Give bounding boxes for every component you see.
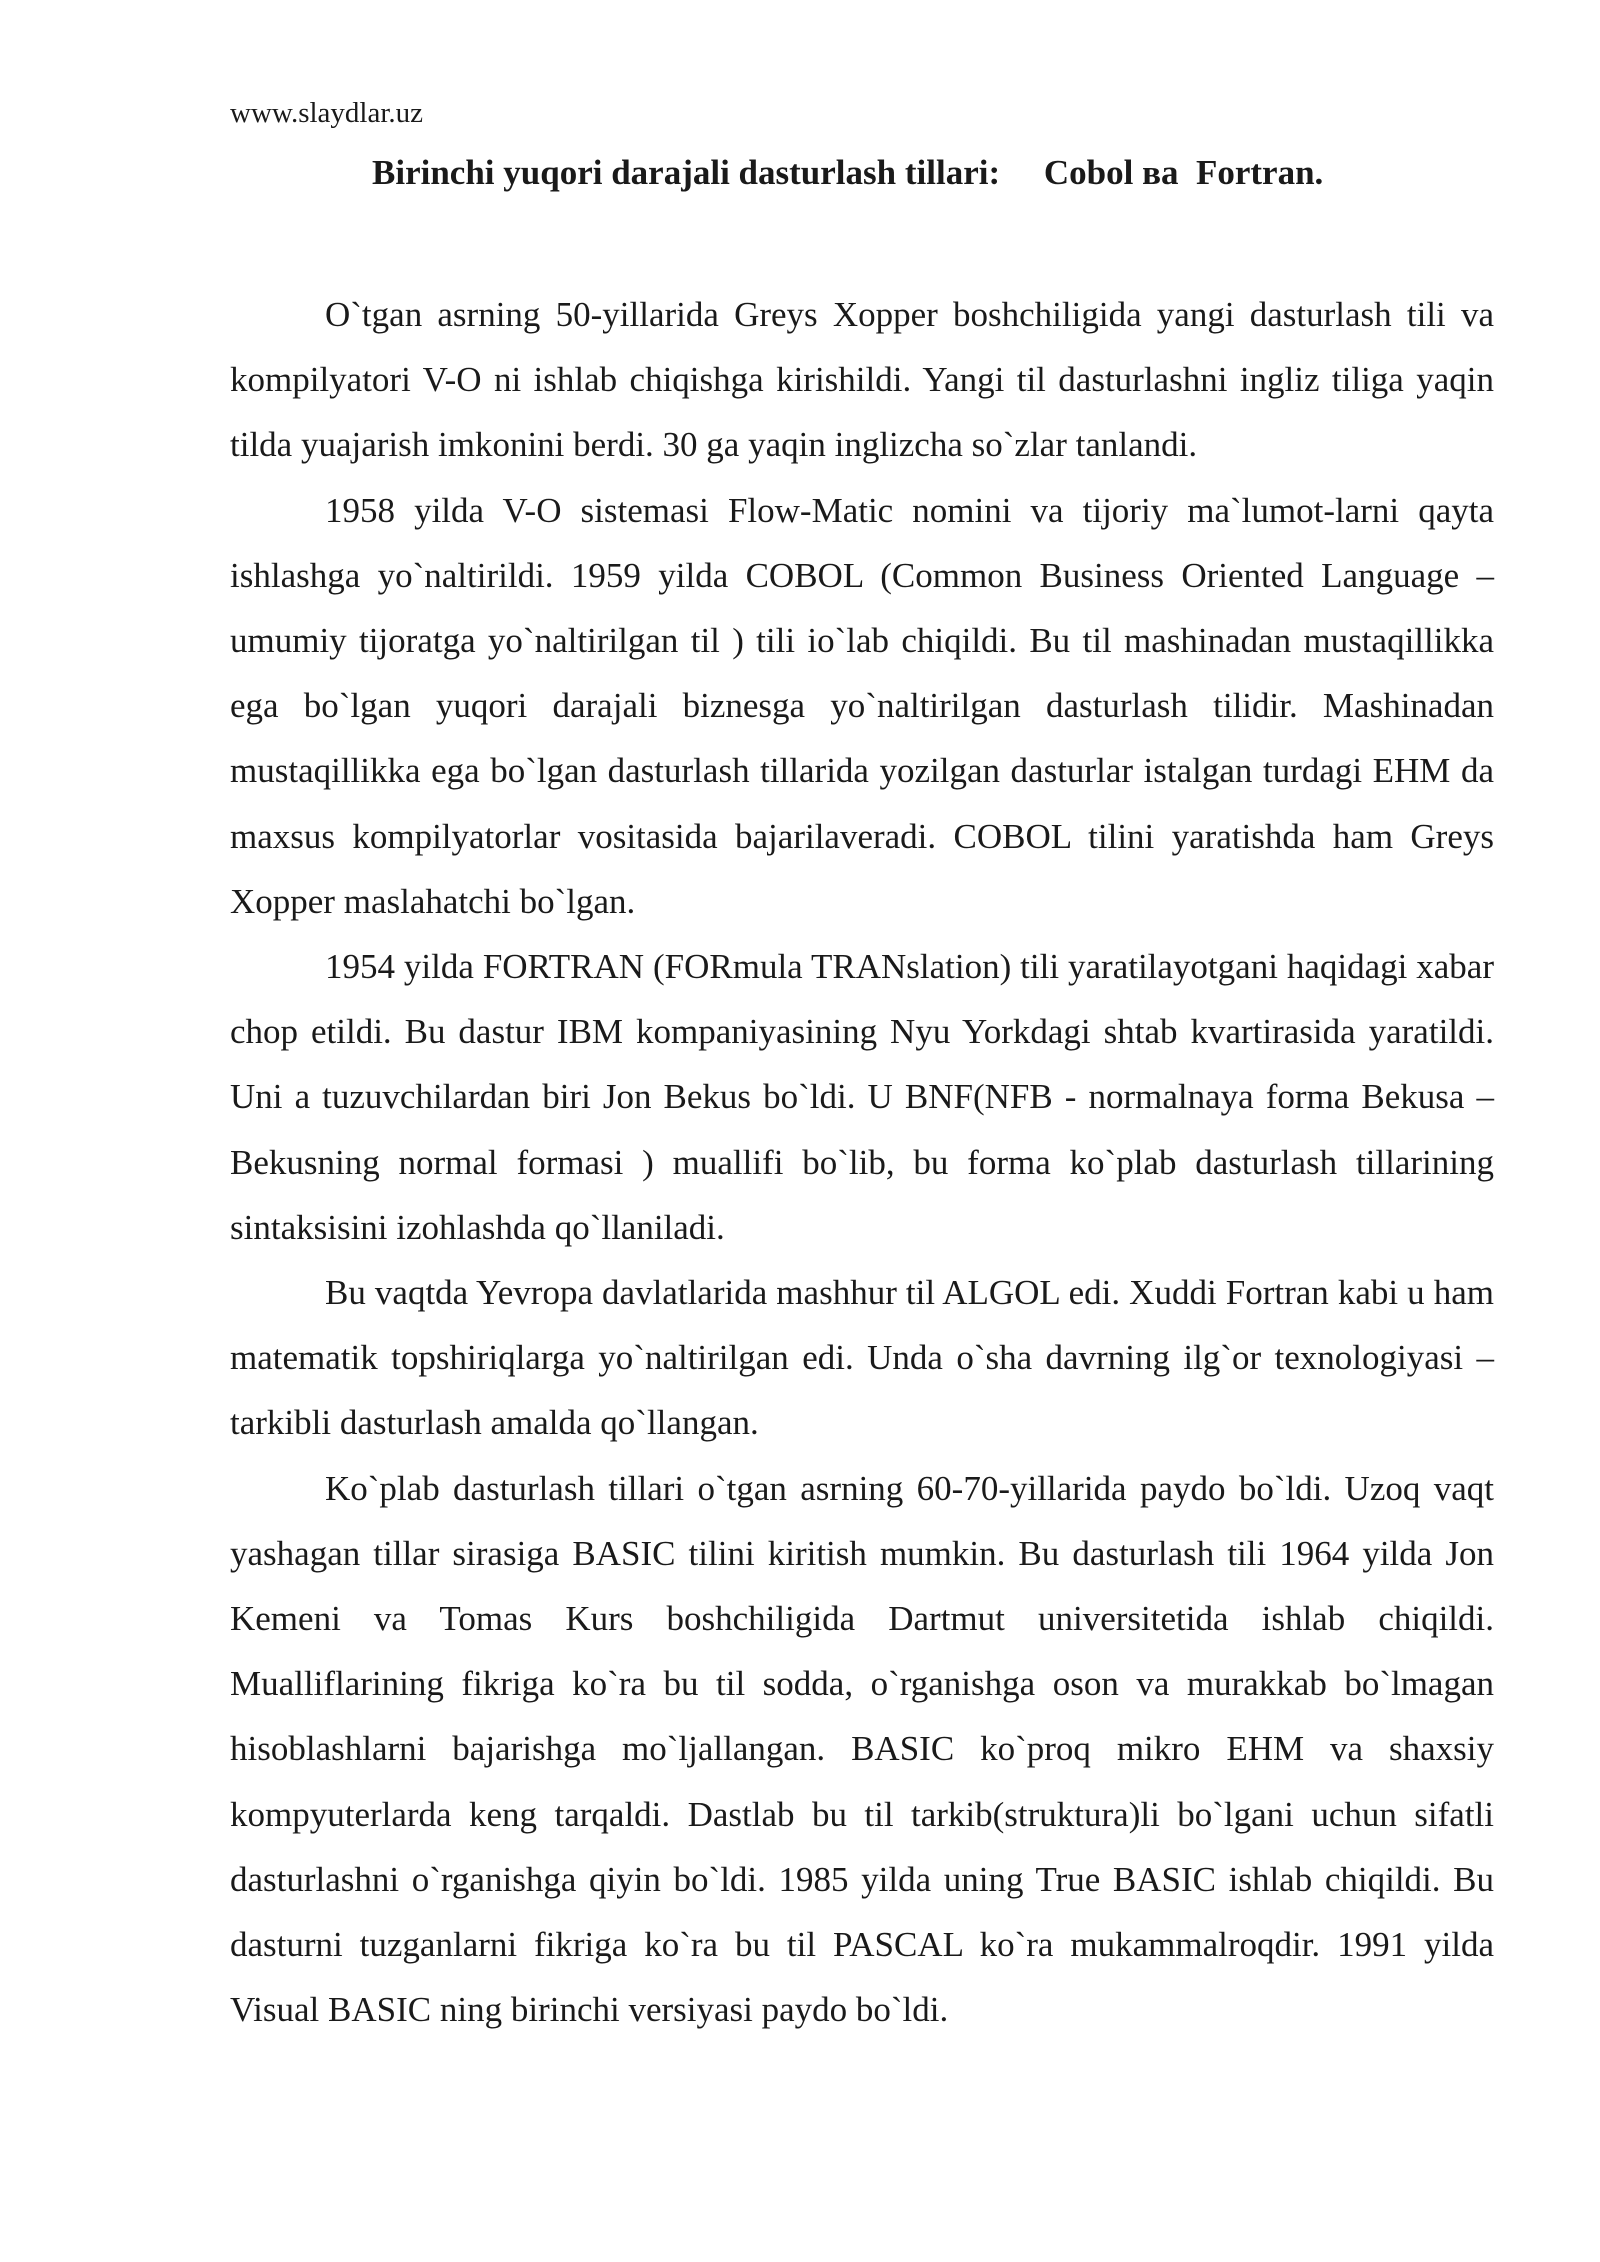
paragraph: 1958 yilda V-O sistemasi Flow-Matic nomini va tijoriy ma`lumot-larni qayta ishlashga yo`naltirildi. 1959 yilda COBOL (Common Business Oriented Language – umumiy tijoratga yo`naltirilgan til ) tili io`lab chiqildi. Bu til mashinadan mustaqillikka ega bo`lgan yuqori darajali biznesga yo`naltirilgan dasturlash tilidir. Mashinadan mustaqillikka ega bo`lgan dasturlash tillarida yozilgan dasturlar istalgan turdagi EHM da maxsus kompilyatorlar vositasida bajarilaveradi. COBOL tilini yaratishda ham Greys Xopper maslahatchi bo`lgan. bbox=[230, 490, 1494, 921]
paragraph: Bu vaqtda Yevropa davlatlarida mashhur til ALGOL edi. Xuddi Fortran kabi u ham matematik topshiriqlarga yo`naltirilgan edi. Unda o`sha davrning ilg`or texnologiyasi – tarkibli dasturlash amalda qo`llangan. bbox=[230, 1273, 1494, 1443]
paragraph: Ko`plab dasturlash tillari o`tgan asrning 60-70-yillarida paydo bo`ldi. Uzoq vaqt yashagan tillar sirasiga BASIC tilini kiritish mumkin. Bu dasturlash tili 1964 yilda Jon Kemeni va Tomas Kurs boshchiligida Dartmut universitetida ishlab chiqildi. Mualliflarining fikriga ko`ra bu til sodda, o`rganishga oson va murakkab bo`lmagan hisoblashlarni bajarishga mo`ljallangan. BASIC ko`proq mikro EHM va shaxsiy kompyuterlarda keng tarqaldi. Dastlab bu til tarkib(struktura)li bo`lgani uchun sifatli dasturlashni o`rganishga qiyin bo`ldi. 1985 yilda uning True BASIC ishlab chiqildi. Bu dasturni tuzganlarni fikriga ko`ra bu til PASCAL ko`ra mukammalroqdir. 1991 yilda Visual BASIC ning birinchi versiyasi paydo bo`ldi. bbox=[230, 1468, 1494, 2030]
paragraph: 1954 yilda FORTRAN (FORmula TRANslation) tili yaratilayotgani haqidagi xabar chop etildi. Bu dastur IBM kompaniyasining Nyu Yorkdagi shtab kvartirasida yaratildi. Uni a tuzuvchilardan biri Jon Bekus bo`ldi. U BNF(NFB - normalnaya forma Bekusa – Bekusning normal formasi ) muallifi bo`lib, bu forma ko`plab dasturlash tillarining sintaksisini izohlashda qo`llaniladi. bbox=[230, 947, 1494, 1247]
paragraph: O`tgan asrning 50-yillarida Greys Xopper boshchiligida yangi dasturlash tili va kompilyatori V-O ni ishlab chiqishga kirishildi. Yangi til dasturlashni ingliz tiliga yaqin tilda yuajarish imkonini berdi. 30 ga yaqin inglizcha so`zlar tanlandi. bbox=[230, 295, 1494, 465]
document-body bbox=[230, 282, 1494, 2042]
page-title: Birinchi yuqori darajali dasturlash tillari: Cobol ва Fortran. bbox=[372, 153, 1324, 192]
site-url: www.slaydlar.uz bbox=[230, 97, 424, 129]
